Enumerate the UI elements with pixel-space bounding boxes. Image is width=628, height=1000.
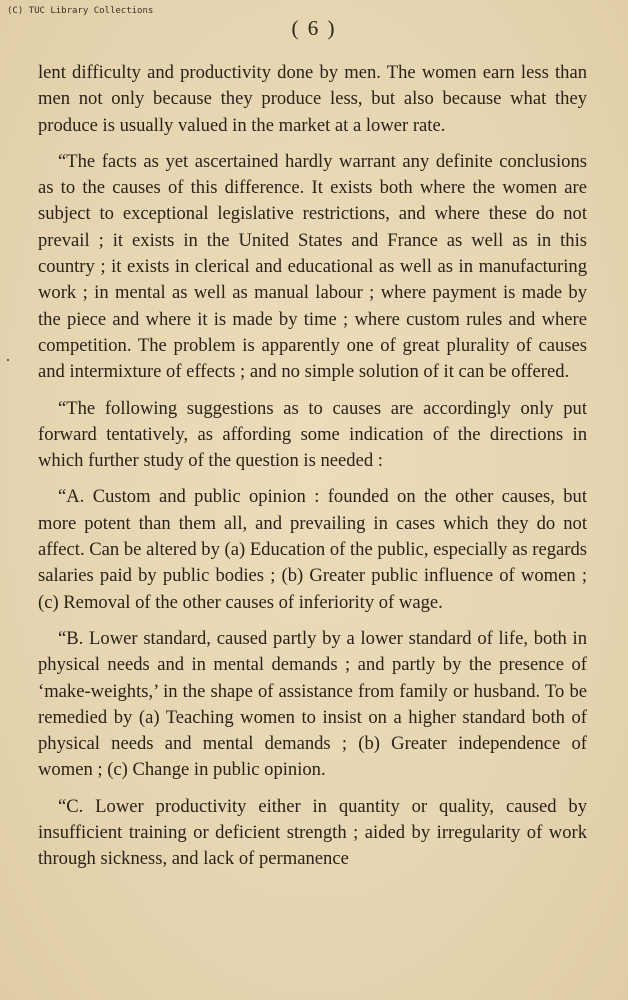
paragraph-suggestions: “The following suggestions as to causes are accordingly only put forward tentatively, as affording some indication of the directions in which further study of the question is needed : [38,397,587,472]
margin-mark [7,359,9,361]
paragraph-cause-a: “A. Custom and public opinion : founded on the other causes, but more potent than them all, and prevailing in cases which they do not affect. Can be altered by (a) Education of the public, especially as regards salaries paid by public bodies ; (b) Greater public influence of women ; (c) Removal of the other causes of inferiority of wage. [38,486,587,613]
paragraph-facts: “The facts as yet ascertained hardly warrant any definite conclusions as to the causes of this difference. It exists both where the women are subject to exceptional legislative restrictions, and where these do not prevail ; it exists in the United States and France as well as in this country ; it exists in clerical and educational as well as in manufacturing work ; in mental as well as manual labour ; where payment is made by the piece and where it is made by time ; where custom rules and where competition. The problem is apparently one of great plurality of causes and intermixture of effects ; and no simple solution of it can be offered. [38,150,587,383]
paragraph-continuation: lent difficulty and productivity done by men. The women earn less than men not only because they produce less, but also because what they produce is usually valued in the market at a lower rate. [38,62,587,136]
paragraph-cause-c: “C. Lower productivity either in quantity or quality, caused by insufficient training or deficient strength ; aided by irregularity of work through sickness, and lack of permanence [38,795,587,870]
body-text [38,60,587,883]
page-number: ( 6 ) [291,16,337,40]
paragraph-cause-b: “B. Lower standard, caused partly by a lower standard of life, both in physical needs and in mental demands ; and partly by the presence of ‘make-weights,’ in the shape of assistance from family or husband. To be remedied by (a) Teaching women to insist on a higher standard both of physical needs and mental demands ; (b) Greater independence of women ; (c) Change in public opinion. [38,627,587,781]
collection-watermark: (C) TUC Library Collections [7,6,154,16]
